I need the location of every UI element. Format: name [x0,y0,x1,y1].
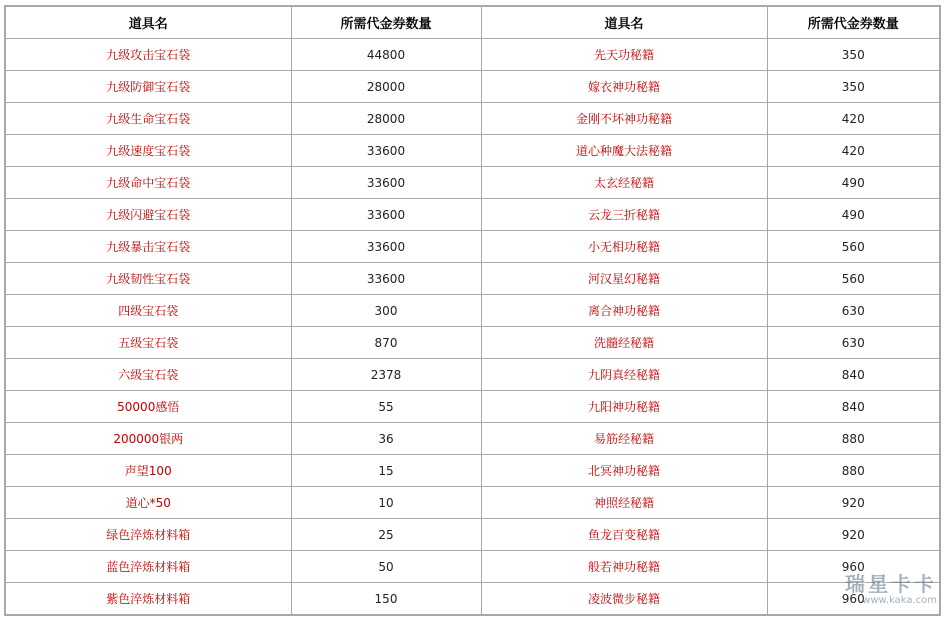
table-row [5,71,940,103]
cell-voucher-qty-right: 840 [767,359,940,391]
table-row [5,39,940,71]
table-row [5,199,940,231]
table-row [5,551,940,583]
cell-voucher-qty-left: 33600 [291,135,481,167]
header-item-name-left: 道具名 [5,6,291,39]
table-row [5,231,940,263]
cell-voucher-qty-right: 880 [767,455,940,487]
cell-voucher-qty-right: 560 [767,263,940,295]
cell-voucher-qty-left: 44800 [291,39,481,71]
cell-voucher-qty-right: 960 [767,551,940,583]
cell-item-name-right: 河汉星幻秘籍 [481,263,767,295]
header-voucher-qty-right: 所需代金券数量 [767,6,940,39]
cell-item-name-left: 绿色淬炼材料箱 [5,519,291,551]
cell-voucher-qty-right: 630 [767,327,940,359]
cell-item-name-right: 离合神功秘籍 [481,295,767,327]
cell-item-name-right: 神照经秘籍 [481,487,767,519]
cell-item-name-left: 四级宝石袋 [5,295,291,327]
cell-item-name-left: 50000感悟 [5,391,291,423]
table-row [5,583,940,616]
cell-voucher-qty-left: 2378 [291,359,481,391]
cell-item-name-right: 洗髓经秘籍 [481,327,767,359]
table-row [5,135,940,167]
table-row [5,295,940,327]
cell-voucher-qty-right: 880 [767,423,940,455]
table-row [5,391,940,423]
cell-voucher-qty-left: 870 [291,327,481,359]
cell-item-name-right: 九阴真经秘籍 [481,359,767,391]
item-price-table-container [4,5,939,616]
cell-item-name-right: 小无相功秘籍 [481,231,767,263]
table-row [5,359,940,391]
table-row [5,519,940,551]
table-row [5,423,940,455]
cell-voucher-qty-right: 420 [767,135,940,167]
cell-item-name-right: 般若神功秘籍 [481,551,767,583]
cell-item-name-left: 九级攻击宝石袋 [5,39,291,71]
cell-item-name-left: 六级宝石袋 [5,359,291,391]
cell-voucher-qty-right: 560 [767,231,940,263]
table-body [5,39,940,616]
cell-item-name-right: 易筋经秘籍 [481,423,767,455]
cell-voucher-qty-left: 10 [291,487,481,519]
cell-voucher-qty-left: 33600 [291,231,481,263]
cell-item-name-right: 道心种魔大法秘籍 [481,135,767,167]
watermark-title: 瑞星卡卡 [845,572,937,596]
cell-item-name-left: 九级生命宝石袋 [5,103,291,135]
watermark-url: www.kaka.com [862,595,937,606]
table-row [5,327,940,359]
cell-voucher-qty-right: 960 [767,583,940,616]
table-row [5,487,940,519]
cell-item-name-right: 鱼龙百变秘籍 [481,519,767,551]
cell-voucher-qty-right: 350 [767,39,940,71]
cell-item-name-right: 太玄经秘籍 [481,167,767,199]
cell-item-name-right: 云龙三折秘籍 [481,199,767,231]
cell-item-name-right: 金刚不坏神功秘籍 [481,103,767,135]
cell-voucher-qty-right: 350 [767,71,940,103]
cell-voucher-qty-right: 490 [767,167,940,199]
cell-item-name-right: 嫁衣神功秘籍 [481,71,767,103]
cell-item-name-left: 五级宝石袋 [5,327,291,359]
cell-item-name-right: 凌波微步秘籍 [481,583,767,616]
cell-item-name-right: 先天功秘籍 [481,39,767,71]
cell-voucher-qty-right: 920 [767,519,940,551]
cell-voucher-qty-left: 300 [291,295,481,327]
table-row [5,263,940,295]
table-row [5,455,940,487]
cell-item-name-left: 紫色淬炼材料箱 [5,583,291,616]
cell-item-name-left: 九级闪避宝石袋 [5,199,291,231]
cell-item-name-left: 声望100 [5,455,291,487]
table-row [5,167,940,199]
cell-voucher-qty-left: 55 [291,391,481,423]
cell-item-name-left: 九级速度宝石袋 [5,135,291,167]
cell-voucher-qty-right: 420 [767,103,940,135]
cell-item-name-left: 九级暴击宝石袋 [5,231,291,263]
cell-item-name-right: 九阳神功秘籍 [481,391,767,423]
cell-item-name-left: 200000银两 [5,423,291,455]
cell-voucher-qty-left: 28000 [291,71,481,103]
cell-voucher-qty-left: 33600 [291,167,481,199]
header-voucher-qty-left: 所需代金券数量 [291,6,481,39]
cell-item-name-right: 北冥神功秘籍 [481,455,767,487]
cell-item-name-left: 蓝色淬炼材料箱 [5,551,291,583]
cell-item-name-left: 九级防御宝石袋 [5,71,291,103]
cell-voucher-qty-right: 490 [767,199,940,231]
cell-voucher-qty-left: 36 [291,423,481,455]
cell-voucher-qty-left: 28000 [291,103,481,135]
cell-voucher-qty-right: 840 [767,391,940,423]
cell-item-name-left: 九级韧性宝石袋 [5,263,291,295]
item-price-table [4,5,941,616]
table-row [5,103,940,135]
cell-voucher-qty-left: 33600 [291,199,481,231]
cell-item-name-left: 九级命中宝石袋 [5,167,291,199]
cell-voucher-qty-left: 50 [291,551,481,583]
cell-voucher-qty-left: 150 [291,583,481,616]
table-header-row [5,6,940,39]
cell-voucher-qty-left: 15 [291,455,481,487]
cell-voucher-qty-right: 920 [767,487,940,519]
cell-voucher-qty-left: 33600 [291,263,481,295]
cell-voucher-qty-left: 25 [291,519,481,551]
header-item-name-right: 道具名 [481,6,767,39]
cell-voucher-qty-right: 630 [767,295,940,327]
cell-item-name-left: 道心*50 [5,487,291,519]
